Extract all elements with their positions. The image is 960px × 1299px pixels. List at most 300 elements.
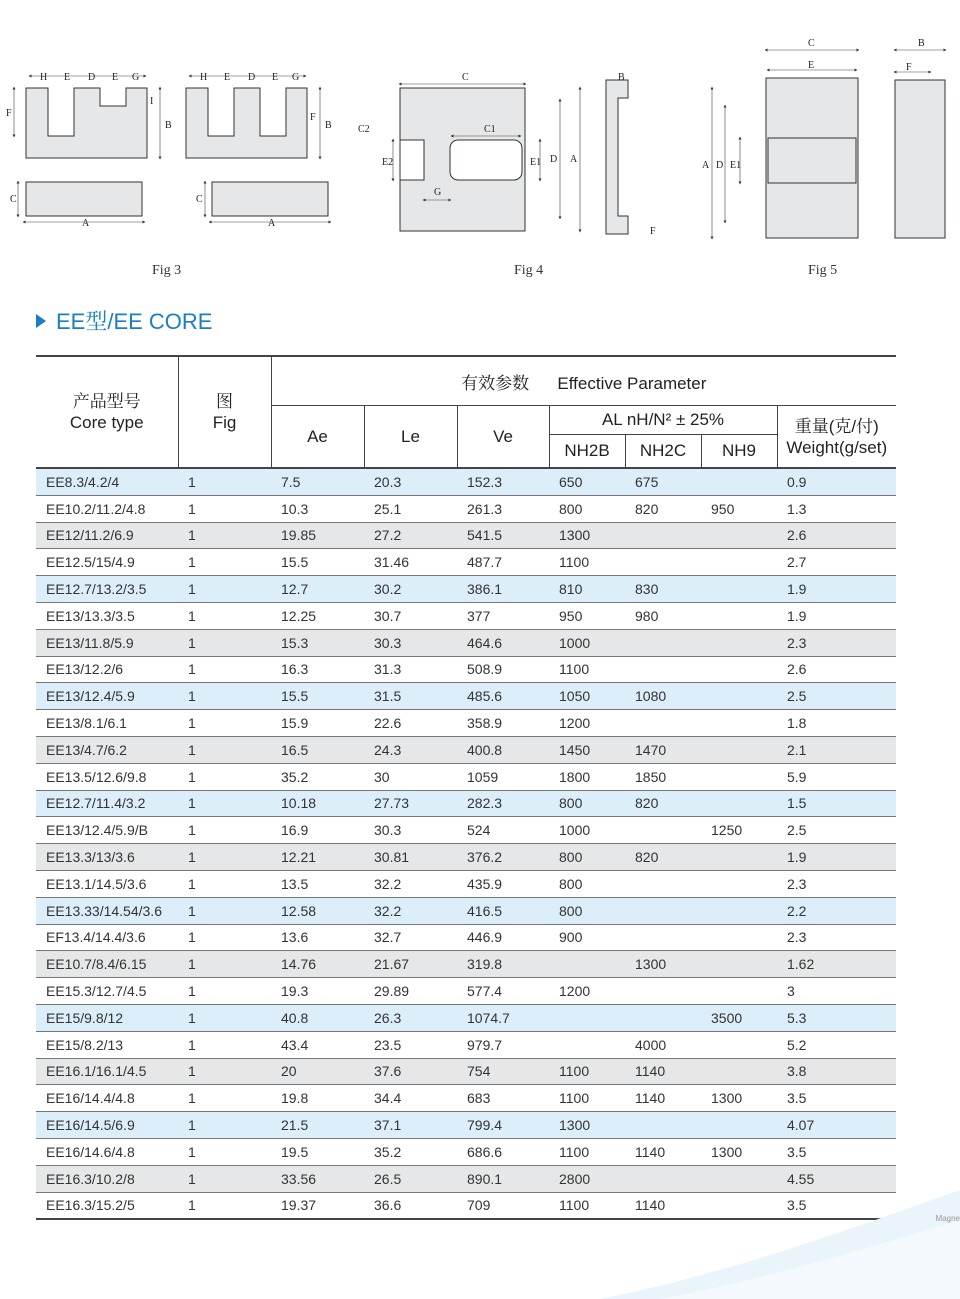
- cell-le: 32.2: [364, 897, 457, 924]
- cell-nh2c: 675: [625, 468, 701, 495]
- cell-le: 20.3: [364, 468, 457, 495]
- cell-ve: 261.3: [457, 495, 549, 522]
- cell-ae: 12.25: [271, 602, 364, 629]
- dim-fig5-e: E: [808, 60, 815, 71]
- cell-ve: 890.1: [457, 1165, 549, 1192]
- cell-nh9: [701, 790, 777, 817]
- cell-ae: 33.56: [271, 1165, 364, 1192]
- cell-nh9: [701, 763, 777, 790]
- cell-nh9: [701, 844, 777, 871]
- table-row: [36, 790, 896, 817]
- cell-wt: 3: [777, 978, 896, 1005]
- cell-type: EE15/8.2/13: [36, 1031, 178, 1058]
- header-weight-en: Weight(g/set): [786, 437, 888, 457]
- cell-nh2b: 800: [549, 897, 625, 924]
- dim-fig4-a: A: [570, 154, 578, 165]
- cell-le: 34.4: [364, 1085, 457, 1112]
- table-row: [36, 549, 896, 576]
- cell-wt: 3.5: [777, 1138, 896, 1165]
- cell-ae: 16.9: [271, 817, 364, 844]
- table-row: [36, 495, 896, 522]
- cell-le: 37.6: [364, 1058, 457, 1085]
- section-heading: [36, 305, 212, 336]
- cell-fig: 1: [178, 870, 271, 897]
- header-fig-en: Fig: [212, 413, 237, 432]
- table-row: [36, 951, 896, 978]
- cell-nh2b: 1100: [549, 656, 625, 683]
- table-row: [36, 602, 896, 629]
- dim-fig3b-a: A: [268, 218, 276, 229]
- cell-wt: 0.9: [777, 468, 896, 495]
- cell-nh2c: 1300: [625, 951, 701, 978]
- cell-nh2b: 1300: [549, 522, 625, 549]
- cell-nh9: 3500: [701, 1004, 777, 1031]
- cell-ae: 14.76: [271, 951, 364, 978]
- cell-type: EE12.7/11.4/3.2: [36, 790, 178, 817]
- cell-nh2c: [625, 522, 701, 549]
- cell-wt: 5.9: [777, 763, 896, 790]
- cell-ae: 16.3: [271, 656, 364, 683]
- header-ae: Ae: [271, 406, 364, 469]
- dim-fig4-f: F: [650, 226, 656, 237]
- cell-type: EE12/11.2/6.9: [36, 522, 178, 549]
- cell-ve: 709: [457, 1192, 549, 1219]
- cell-le: 23.5: [364, 1031, 457, 1058]
- fig4-slot: [400, 140, 424, 180]
- cell-nh2b: 1000: [549, 817, 625, 844]
- cell-fig: 1: [178, 1112, 271, 1139]
- cell-le: 31.5: [364, 683, 457, 710]
- cell-type: EE13/12.2/6: [36, 656, 178, 683]
- cell-nh9: 950: [701, 495, 777, 522]
- cell-type: EE13/11.8/5.9: [36, 629, 178, 656]
- table-row: [36, 1004, 896, 1031]
- dim-fig3b-d: D: [248, 72, 256, 83]
- cell-le: 30.81: [364, 844, 457, 871]
- fig3-e-core-a: [26, 88, 147, 158]
- cell-nh9: [701, 951, 777, 978]
- cell-fig: 1: [178, 924, 271, 951]
- cell-fig: 1: [178, 790, 271, 817]
- cell-wt: 1.62: [777, 951, 896, 978]
- cell-nh2c: [625, 924, 701, 951]
- dim-fig5-b: B: [918, 38, 925, 49]
- cell-nh2b: 800: [549, 495, 625, 522]
- dim-fig5-e1: E1: [730, 160, 742, 171]
- header-al: AL nH/N² ± 25%: [549, 406, 777, 435]
- fig3-label: Fig 3: [152, 263, 182, 278]
- dim-fig3a-c: C: [10, 194, 17, 205]
- cell-nh9: 1300: [701, 1138, 777, 1165]
- cell-type: EE13/8.1/6.1: [36, 710, 178, 737]
- cell-fig: 1: [178, 1058, 271, 1085]
- cell-type: EE16.1/16.1/4.5: [36, 1058, 178, 1085]
- table-row: [36, 1138, 896, 1165]
- cell-fig: 1: [178, 576, 271, 603]
- cell-ve: 683: [457, 1085, 549, 1112]
- cell-wt: 1.9: [777, 576, 896, 603]
- cell-le: 30.7: [364, 602, 457, 629]
- cell-le: 37.1: [364, 1112, 457, 1139]
- cell-fig: 1: [178, 495, 271, 522]
- cell-wt: 2.6: [777, 656, 896, 683]
- table-row: [36, 870, 896, 897]
- cell-ae: 13.6: [271, 924, 364, 951]
- cell-ae: 40.8: [271, 1004, 364, 1031]
- dim-fig4-c: C: [462, 72, 469, 83]
- cell-ae: 19.37: [271, 1192, 364, 1219]
- cell-ve: 376.2: [457, 844, 549, 871]
- cell-nh2b: 1100: [549, 1138, 625, 1165]
- cell-type: EE13.33/14.54/3.6: [36, 897, 178, 924]
- cell-nh2b: 1100: [549, 1192, 625, 1219]
- cell-wt: 4.55: [777, 1165, 896, 1192]
- header-core-type: [36, 356, 178, 468]
- cell-type: EE16/14.4/4.8: [36, 1085, 178, 1112]
- table-row: [36, 924, 896, 951]
- cell-nh9: [701, 710, 777, 737]
- dim-fig3a-g: G: [132, 72, 140, 83]
- table-row: [36, 844, 896, 871]
- cell-ae: 15.3: [271, 629, 364, 656]
- dim-fig3b-f: F: [310, 112, 316, 123]
- cell-le: 29.89: [364, 978, 457, 1005]
- cell-fig: 1: [178, 951, 271, 978]
- cell-ae: 19.3: [271, 978, 364, 1005]
- cell-nh2c: 1850: [625, 763, 701, 790]
- table-row: [36, 1031, 896, 1058]
- header-fig-cn: 图: [216, 392, 233, 411]
- cell-ve: 1074.7: [457, 1004, 549, 1031]
- cell-nh2c: 1140: [625, 1192, 701, 1219]
- cell-wt: 2.6: [777, 522, 896, 549]
- cell-ve: 487.7: [457, 549, 549, 576]
- figures-area: [0, 0, 960, 300]
- cell-ae: 15.9: [271, 710, 364, 737]
- cell-ae: 20: [271, 1058, 364, 1085]
- cell-ve: 524: [457, 817, 549, 844]
- cell-nh2c: [625, 978, 701, 1005]
- cell-nh9: [701, 576, 777, 603]
- cell-le: 30.2: [364, 576, 457, 603]
- cell-nh9: [701, 978, 777, 1005]
- dim-fig3b-g: G: [292, 72, 300, 83]
- cell-nh2b: 800: [549, 790, 625, 817]
- cell-nh2c: 1140: [625, 1085, 701, 1112]
- cell-nh2c: 830: [625, 576, 701, 603]
- cell-type: EE8.3/4.2/4: [36, 468, 178, 495]
- cell-nh2c: 820: [625, 790, 701, 817]
- cell-nh9: [701, 870, 777, 897]
- cell-le: 32.2: [364, 870, 457, 897]
- dim-fig5-c: C: [808, 38, 815, 49]
- cell-wt: 1.3: [777, 495, 896, 522]
- header-nh2c: NH2C: [625, 435, 701, 469]
- cell-nh2c: [625, 629, 701, 656]
- table-row: [36, 710, 896, 737]
- dim-fig3b-c: C: [196, 194, 203, 205]
- table-row: [36, 763, 896, 790]
- cell-fig: 1: [178, 602, 271, 629]
- dim-fig5-f: F: [906, 62, 912, 73]
- footer-corner-text: Magne: [935, 1214, 960, 1223]
- table-row: [36, 522, 896, 549]
- cell-type: EE10.2/11.2/4.8: [36, 495, 178, 522]
- cell-nh2c: [625, 897, 701, 924]
- cell-type: EE13/12.4/5.9/B: [36, 817, 178, 844]
- dim-fig3b-e1: E: [224, 72, 231, 83]
- table-row: [36, 1112, 896, 1139]
- section-title-text: EE型/EE CORE: [56, 309, 213, 334]
- cell-nh2b: [549, 1031, 625, 1058]
- header-nh9: NH9: [701, 435, 777, 469]
- cell-ve: 386.1: [457, 576, 549, 603]
- core-drawings: [0, 0, 960, 300]
- header-core-type-en: Core type: [69, 413, 144, 432]
- dim-fig3b-e2: E: [272, 72, 279, 83]
- cell-ve: 577.4: [457, 978, 549, 1005]
- triangle-bullet-icon: [36, 314, 46, 328]
- fig5-side-view: [895, 80, 945, 238]
- cell-wt: 2.3: [777, 870, 896, 897]
- cell-type: EE15/9.8/12: [36, 1004, 178, 1031]
- table-row: [36, 1058, 896, 1085]
- cell-nh2c: 820: [625, 495, 701, 522]
- cell-nh2b: [549, 951, 625, 978]
- cell-fig: 1: [178, 468, 271, 495]
- cell-ae: 16.5: [271, 736, 364, 763]
- cell-nh2b: [549, 1004, 625, 1031]
- cell-fig: 1: [178, 1192, 271, 1219]
- cell-le: 21.67: [364, 951, 457, 978]
- cell-ae: 21.5: [271, 1112, 364, 1139]
- cell-fig: 1: [178, 1165, 271, 1192]
- ee-core-spec-table: [36, 355, 896, 1220]
- cell-type: EE13.3/13/3.6: [36, 844, 178, 871]
- cell-type: EE10.7/8.4/6.15: [36, 951, 178, 978]
- dim-fig4-b: B: [618, 72, 625, 83]
- cell-ae: 19.5: [271, 1138, 364, 1165]
- cell-fig: 1: [178, 736, 271, 763]
- cell-nh9: [701, 1031, 777, 1058]
- cell-fig: 1: [178, 629, 271, 656]
- cell-type: EE13/13.3/3.5: [36, 602, 178, 629]
- cell-wt: 1.9: [777, 602, 896, 629]
- cell-fig: 1: [178, 844, 271, 871]
- cell-nh9: 1300: [701, 1085, 777, 1112]
- dim-fig3b-b: B: [325, 120, 332, 131]
- cell-type: EE12.5/15/4.9: [36, 549, 178, 576]
- cell-fig: 1: [178, 1004, 271, 1031]
- cell-ae: 19.85: [271, 522, 364, 549]
- cell-le: 26.3: [364, 1004, 457, 1031]
- cell-fig: 1: [178, 1085, 271, 1112]
- cell-ae: 12.21: [271, 844, 364, 871]
- cell-nh9: [701, 1112, 777, 1139]
- fig3-core-a-side: [26, 182, 142, 216]
- cell-nh9: [701, 656, 777, 683]
- cell-nh2c: [625, 1004, 701, 1031]
- cell-ae: 7.5: [271, 468, 364, 495]
- cell-ve: 508.9: [457, 656, 549, 683]
- dim-fig4-g: G: [434, 187, 442, 198]
- cell-le: 24.3: [364, 736, 457, 763]
- cell-ve: 541.5: [457, 522, 549, 549]
- cell-ve: 485.6: [457, 683, 549, 710]
- cell-le: 25.1: [364, 495, 457, 522]
- table-row: [36, 978, 896, 1005]
- cell-nh9: [701, 1058, 777, 1085]
- cell-type: EE16.3/10.2/8: [36, 1165, 178, 1192]
- cell-nh2b: 1300: [549, 1112, 625, 1139]
- cell-fig: 1: [178, 817, 271, 844]
- dim-fig4-e1: E1: [530, 157, 542, 168]
- cell-wt: 4.07: [777, 1112, 896, 1139]
- dim-fig3a-h: H: [40, 72, 48, 83]
- cell-le: 31.46: [364, 549, 457, 576]
- cell-nh2b: 1200: [549, 710, 625, 737]
- cell-ve: 400.8: [457, 736, 549, 763]
- cell-nh9: [701, 522, 777, 549]
- dim-fig4-c1: C1: [484, 124, 496, 135]
- header-effective-cn: 有效参数: [461, 373, 530, 393]
- cell-ae: 13.5: [271, 870, 364, 897]
- cell-nh9: [701, 924, 777, 951]
- cell-nh2b: 1050: [549, 683, 625, 710]
- cell-wt: 1.8: [777, 710, 896, 737]
- cell-nh2b: 810: [549, 576, 625, 603]
- header-nh2b: NH2B: [549, 435, 625, 469]
- cell-nh2b: 650: [549, 468, 625, 495]
- cell-nh9: 1250: [701, 817, 777, 844]
- cell-le: 22.6: [364, 710, 457, 737]
- cell-nh2b: 950: [549, 602, 625, 629]
- cell-ve: 377: [457, 602, 549, 629]
- fig4-window: [450, 140, 522, 180]
- cell-le: 30: [364, 763, 457, 790]
- cell-ve: 464.6: [457, 629, 549, 656]
- cell-wt: 2.3: [777, 924, 896, 951]
- cell-ve: 319.8: [457, 951, 549, 978]
- cell-nh9: [701, 549, 777, 576]
- cell-nh9: [701, 629, 777, 656]
- cell-type: EE16/14.6/4.8: [36, 1138, 178, 1165]
- cell-type: EE15.3/12.7/4.5: [36, 978, 178, 1005]
- dim-fig3a-i: I: [150, 96, 154, 107]
- cell-wt: 1.9: [777, 844, 896, 871]
- cell-type: EE16/14.5/6.9: [36, 1112, 178, 1139]
- cell-le: 30.3: [364, 629, 457, 656]
- cell-nh2b: 1100: [549, 1085, 625, 1112]
- cell-ae: 12.58: [271, 897, 364, 924]
- dim-fig4-c2: C2: [358, 124, 370, 135]
- table-row: [36, 576, 896, 603]
- fig3-e-core-b: [186, 88, 307, 158]
- table-row: [36, 656, 896, 683]
- cell-ve: 979.7: [457, 1031, 549, 1058]
- cell-le: 32.7: [364, 924, 457, 951]
- cell-le: 26.5: [364, 1165, 457, 1192]
- table-row: [36, 629, 896, 656]
- fig4-side-view: [606, 80, 628, 234]
- cell-wt: 2.3: [777, 629, 896, 656]
- cell-wt: 5.3: [777, 1004, 896, 1031]
- cell-type: EE13.1/14.5/3.6: [36, 870, 178, 897]
- cell-ve: 152.3: [457, 468, 549, 495]
- cell-nh9: [701, 602, 777, 629]
- cell-type: EE13/4.7/6.2: [36, 736, 178, 763]
- cell-le: 35.2: [364, 1138, 457, 1165]
- cell-nh2b: 1200: [549, 978, 625, 1005]
- dim-fig4-d: D: [550, 154, 558, 165]
- cell-fig: 1: [178, 1031, 271, 1058]
- cell-nh9: [701, 897, 777, 924]
- cell-type: EF13.4/14.4/3.6: [36, 924, 178, 951]
- dim-fig3b-h: H: [200, 72, 208, 83]
- cell-ae: 10.18: [271, 790, 364, 817]
- header-effective-parameter: [271, 356, 896, 406]
- cell-type: EE13/12.4/5.9: [36, 683, 178, 710]
- fig5-center-leg: [768, 138, 856, 183]
- cell-nh2b: 1000: [549, 629, 625, 656]
- dim-fig3a-a: A: [82, 218, 90, 229]
- cell-fig: 1: [178, 683, 271, 710]
- cell-nh2c: 1080: [625, 683, 701, 710]
- decorative-wave: [600, 1180, 960, 1299]
- dim-fig3a-d: D: [88, 72, 96, 83]
- cell-nh2c: 1470: [625, 736, 701, 763]
- fig5-label: Fig 5: [808, 263, 838, 278]
- cell-le: 27.73: [364, 790, 457, 817]
- cell-nh2b: 900: [549, 924, 625, 951]
- table-row: [36, 468, 896, 495]
- table-row: [36, 683, 896, 710]
- cell-le: 36.6: [364, 1192, 457, 1219]
- header-weight: [777, 406, 896, 469]
- table-header: [36, 356, 896, 468]
- cell-wt: 2.5: [777, 683, 896, 710]
- cell-fig: 1: [178, 978, 271, 1005]
- cell-ve: 358.9: [457, 710, 549, 737]
- cell-wt: 1.5: [777, 790, 896, 817]
- cell-ve: 799.4: [457, 1112, 549, 1139]
- fig3-core-b-side: [212, 182, 328, 216]
- dim-fig5-a: A: [702, 160, 710, 171]
- cell-ae: 15.5: [271, 549, 364, 576]
- cell-le: 31.3: [364, 656, 457, 683]
- cell-fig: 1: [178, 522, 271, 549]
- header-core-type-cn: 产品型号: [72, 392, 141, 411]
- cell-wt: 2.7: [777, 549, 896, 576]
- cell-wt: 3.5: [777, 1192, 896, 1219]
- cell-nh2c: [625, 549, 701, 576]
- cell-nh2b: 1800: [549, 763, 625, 790]
- table-row: [36, 1085, 896, 1112]
- cell-ae: 43.4: [271, 1031, 364, 1058]
- cell-ae: 15.5: [271, 683, 364, 710]
- cell-fig: 1: [178, 763, 271, 790]
- cell-wt: 3.8: [777, 1058, 896, 1085]
- dim-fig3a-b: B: [165, 120, 172, 131]
- cell-nh2c: 1140: [625, 1058, 701, 1085]
- header-le: Le: [364, 406, 457, 469]
- cell-le: 27.2: [364, 522, 457, 549]
- header-ve: Ve: [457, 406, 549, 469]
- table-row: [36, 897, 896, 924]
- cell-nh9: [701, 683, 777, 710]
- cell-nh2b: 1100: [549, 549, 625, 576]
- cell-nh2b: 800: [549, 870, 625, 897]
